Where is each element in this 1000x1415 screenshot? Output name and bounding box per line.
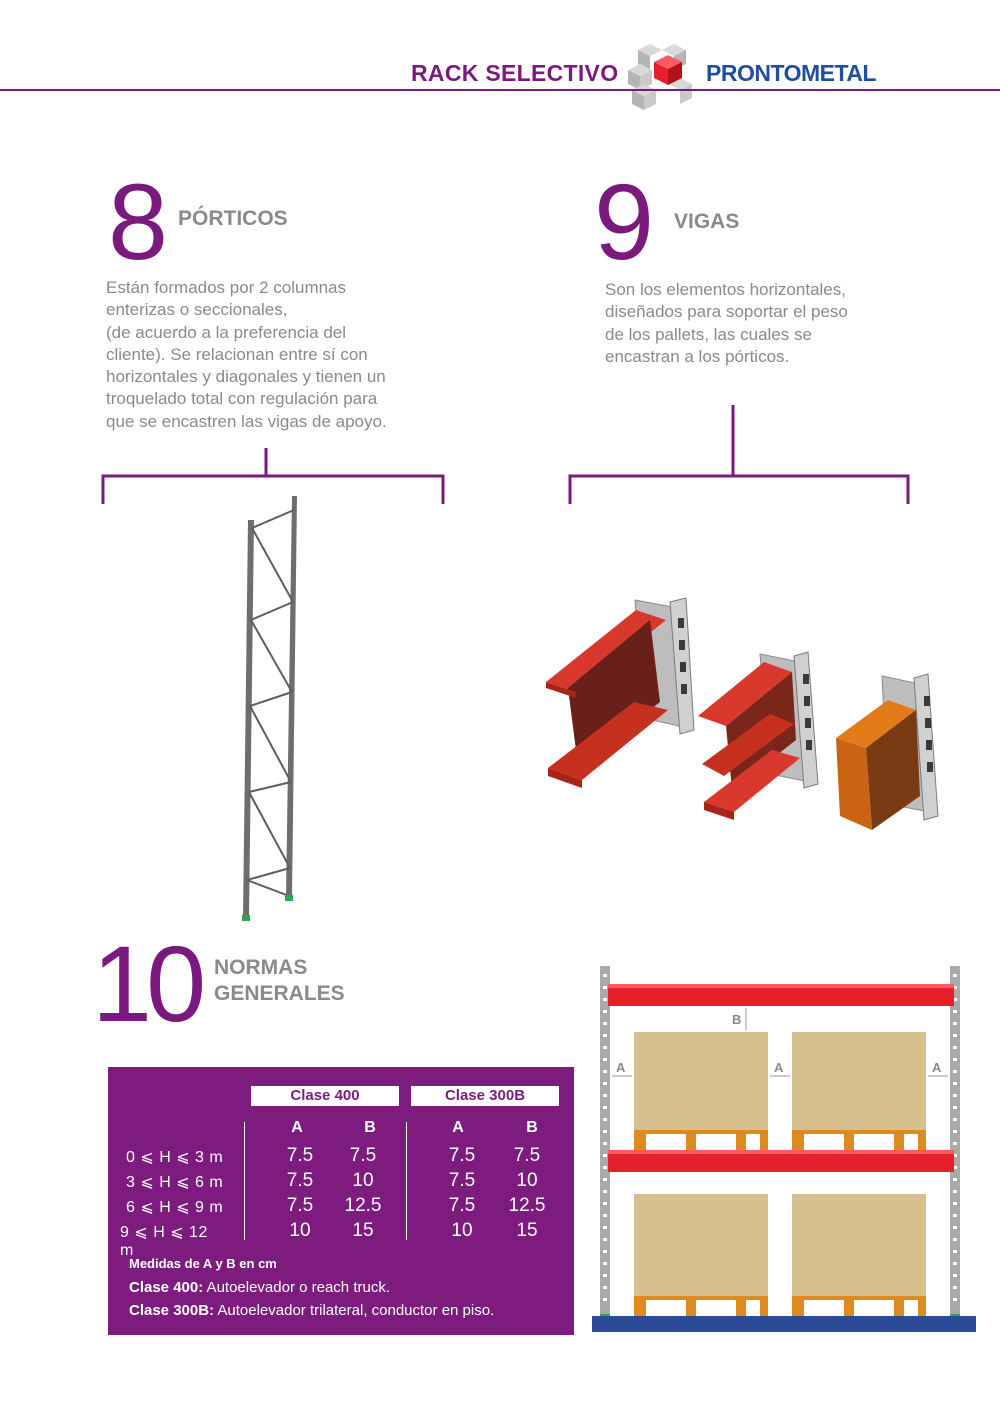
cell-b-300b: 10 (516, 1170, 538, 1191)
cell-a-300b: 7.5 (448, 1195, 476, 1216)
section-title-porticos: PÓRTICOS (178, 207, 288, 230)
text-line: diseñados para soportar el peso (605, 302, 848, 322)
note-text: Autoelevador o reach truck. (203, 1279, 390, 1296)
col-a-400: A (291, 1119, 303, 1136)
clearance-label-b: B (732, 1012, 742, 1027)
col-b-400: B (364, 1119, 376, 1136)
row-label: 9 ⩽ H ⩽ 12 m (120, 1224, 208, 1259)
class-300b-header: Clase 300B (411, 1086, 559, 1106)
porticos-description (106, 277, 387, 433)
text-line: horizontales y diagonales y tienen un (106, 367, 386, 387)
brand-name: PRONTOMETAL (706, 60, 876, 86)
text-line: troquelado total con regulación para (106, 389, 378, 409)
clearance-label-a: A (774, 1060, 784, 1075)
cell-b-300b: 15 (516, 1220, 538, 1241)
text-line: encastran a los pórticos. (605, 346, 790, 366)
text-line: (de acuerdo a la preferencia del (106, 322, 347, 342)
section-number-10: 10 (92, 923, 201, 1044)
beams-illustration (538, 590, 948, 840)
cell-b-400: 12.5 (344, 1195, 382, 1216)
clearance-label-a: A (932, 1060, 942, 1075)
note-text: Autoelevador trilateral, conductor en piso. (214, 1302, 495, 1319)
cell-a-300b: 7.5 (448, 1170, 476, 1191)
title-line: NORMAS (214, 956, 308, 979)
cell-b-400: 15 (352, 1220, 374, 1241)
cell-a-400: 10 (289, 1220, 311, 1241)
clearance-label-a: A (616, 1060, 626, 1075)
cell-a-400: 7.5 (286, 1145, 314, 1166)
row-label: 6 ⩽ H ⩽ 9 m (126, 1199, 224, 1216)
prontometal-cube-logo-icon (624, 40, 696, 112)
section-title-vigas: VIGAS (674, 210, 740, 233)
vigas-bracket (567, 404, 912, 506)
text-line: de los pallets, las cuales se (605, 324, 812, 344)
section-number-8: 8 (108, 161, 169, 282)
cell-a-400: 7.5 (286, 1195, 314, 1216)
cell-a-300b: 10 (451, 1220, 473, 1241)
note-label: Clase 300B: (129, 1302, 215, 1319)
class-300b-note (129, 1302, 494, 1319)
cell-b-400: 7.5 (349, 1145, 377, 1166)
row-label: 0 ⩽ H ⩽ 3 m (126, 1149, 224, 1166)
header-divider (0, 89, 1000, 91)
cell-b-400: 10 (352, 1170, 374, 1191)
text-line: cliente). Se relacionan entre sí con (106, 344, 368, 364)
class-400-header: Clase 400 (251, 1086, 399, 1106)
rack-clearance-diagram (590, 962, 980, 1337)
cell-b-300b: 7.5 (513, 1145, 541, 1166)
cell-a-400: 7.5 (286, 1170, 314, 1191)
column-divider (406, 1122, 407, 1240)
title-line: GENERALES (214, 982, 345, 1005)
section-number-9: 9 (594, 161, 655, 282)
note-label: Clase 400: (129, 1279, 204, 1296)
vigas-description (605, 279, 848, 368)
normas-table-panel (108, 1067, 574, 1335)
text-line: Son los elementos horizontales, (605, 280, 846, 299)
document-title: RACK SELECTIVO (411, 60, 619, 86)
units-note: Medidas de A y B en cm (129, 1256, 277, 1271)
cell-b-300b: 12.5 (508, 1195, 546, 1216)
cell-a-300b: 7.5 (448, 1145, 476, 1166)
column-divider (244, 1122, 245, 1240)
portico-frame-illustration (236, 492, 306, 924)
text-line: enterizas o seccionales, (106, 300, 288, 320)
text-line: Están formados por 2 columnas (106, 278, 347, 297)
col-a-300b: A (452, 1119, 464, 1136)
row-label: 3 ⩽ H ⩽ 6 m (126, 1174, 224, 1191)
section-title-normas (214, 955, 345, 1007)
class-400-note (129, 1279, 390, 1296)
col-b-300b: B (526, 1119, 538, 1136)
text-line: que se encastren las vigas de apoyo. (106, 411, 387, 431)
